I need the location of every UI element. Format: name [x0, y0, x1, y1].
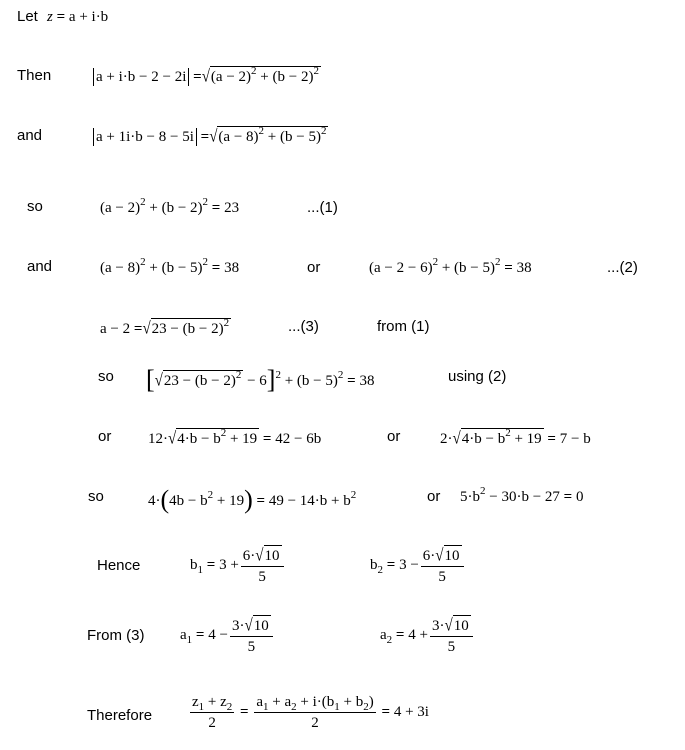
bracket-open: [ [146, 365, 155, 394]
equals-sign: = [504, 260, 513, 276]
equation-3: $a - 2 =√23 - (b - 2)^2$ [100, 317, 230, 339]
equation-1: $(a - 2)^2 + (b - 2)^2 = 23$ [100, 196, 240, 216]
sqrt-body: $4\cdot b - b^2 + 19$ [177, 427, 258, 447]
sqrt-icon: √ [452, 429, 461, 449]
label-let: Let [17, 8, 38, 25]
equals-sign: = [547, 431, 556, 447]
equation-tag-1: ...(1) [307, 199, 338, 216]
label-therefore: Therefore [87, 707, 153, 724]
sqrt-icon: √ [209, 127, 218, 147]
equation-b2: $b_2 = 3$ − $\frac{6\cdot√10}{5}$ [370, 545, 466, 586]
fraction: $\frac{6\cdot√10}{5}$ [241, 545, 284, 586]
equals-sign: = [563, 489, 573, 505]
equation-then [93, 66, 321, 86]
or-text: or [387, 428, 401, 445]
sqrt-body: $23 - (b - 2)^2$ [163, 369, 242, 389]
expr: a + i·b [68, 9, 109, 25]
equals-sign: = [195, 626, 205, 643]
equation-5a: $12\cdot√4\cdot b - b^2 + 19 = 42 - 6b$ [148, 427, 322, 449]
or-text: or [427, 488, 441, 505]
equals-sign: = [240, 703, 249, 720]
var: z [47, 9, 53, 25]
label-hence: Hence [97, 557, 141, 574]
label-and-1: and [17, 127, 43, 144]
sqrt-icon: √ [201, 67, 210, 87]
using-2-text: using (2) [448, 368, 507, 385]
label-so-3: so [88, 488, 104, 505]
paren-close: ) [244, 485, 253, 514]
equation-tag-2: ...(2) [607, 259, 638, 276]
equals-sign: = [211, 200, 221, 216]
equation-5b: $2\cdot√4\cdot b - b^2 + 19 = 7 - b$ [440, 427, 591, 449]
sqrt-icon: √ [244, 616, 253, 636]
sqrt-body: $(a - 8)^2 + (b - 5)^2$ [218, 125, 327, 145]
equation-final: $\frac{z_1 + z_2}{2}$ = $\frac{a_1 + a_2 + i\cdot(b_1 + b_2)}{2}$ = 4 + 3i [192, 694, 429, 731]
equation-6a: $4\cdot(4b - b^2 + 19) = 49 - 14\cdot b + b^2$ [148, 485, 357, 514]
from-1-text: from (1) [377, 318, 430, 335]
equals-sign: = [347, 373, 356, 389]
equals-sign: = [211, 260, 221, 276]
fraction: $\frac{z_1 + z_2}{2}$ [192, 694, 233, 731]
sqrt-icon: √ [435, 546, 444, 566]
sqrt-body: $23 - (b - 2)^2$ [151, 317, 230, 337]
abs-value: a + i·b − 2 − 2i [93, 68, 189, 86]
fraction: $\frac{3\cdot√10}{5}$ [230, 615, 273, 656]
fraction: $\frac{3\cdot√10}{5}$ [430, 615, 473, 656]
fraction: $\frac{6\cdot√10}{5}$ [421, 545, 464, 586]
equals-sign: = [133, 321, 143, 337]
fraction: $\frac{a_1 + a_2 + i\cdot(b_1 + b_2)}{2}$ [256, 694, 374, 731]
equation-a2: $a_2 = 4$ + $\frac{3\cdot√10}{5}$ [380, 615, 475, 656]
or-text: or [307, 259, 321, 276]
sqrt-icon: √ [168, 429, 177, 449]
bracket-close: ] [266, 365, 276, 394]
equals-sign: = [395, 626, 405, 643]
equation-a1: $a_1 = 4$ − $\frac{3\cdot√10}{5}$ [180, 615, 275, 656]
equals-sign: = [256, 493, 266, 509]
equation-2b: $(a - 2 - 6)^2 + (b - 5)^2 = 38$ [369, 256, 532, 276]
sqrt-body: $(a - 2)^2 + (b - 2)^2$ [210, 65, 319, 85]
label-from-3: From (3) [87, 627, 145, 644]
paren-open: ( [160, 485, 170, 514]
label-or-1: or [98, 428, 112, 445]
equals-sign: = [386, 556, 396, 573]
sqrt-icon: √ [444, 616, 453, 636]
equation-b1: $b_1 = 3$ + $\frac{6\cdot√10}{5}$ [190, 545, 286, 586]
equation-let [47, 8, 108, 26]
equals-sign: = [56, 9, 66, 25]
equation-2a: $(a - 8)^2 + (b - 5)^2 = 38$ [100, 256, 240, 276]
abs-value: a + 1i·b − 8 − 5i [93, 128, 197, 146]
label-then: Then [17, 67, 52, 84]
equals-sign: = [200, 129, 210, 145]
sqrt-icon: √ [255, 546, 264, 566]
equation-4: $[√23 - (b - 2)^2 - 6]^2 + (b - 5)^2 = 38$ [146, 365, 375, 394]
equals-sign: = [193, 69, 202, 85]
label-and-2: and [27, 258, 53, 275]
equation-6b: $5\cdot b^2 - 30\cdot b - 27 = 0$ [460, 485, 584, 505]
equals-sign: = [381, 703, 391, 720]
equation-and-1 [93, 126, 328, 146]
equals-sign: = [206, 556, 216, 573]
label-so-2: so [98, 368, 114, 385]
equals-sign: = [262, 431, 272, 447]
label-so-1: so [27, 198, 43, 215]
sqrt-icon: √ [154, 371, 163, 391]
sqrt-icon: √ [142, 319, 151, 339]
sqrt-body: $4\cdot b - b^2 + 19$ [461, 427, 542, 447]
equation-tag-3: ...(3) [288, 318, 319, 335]
